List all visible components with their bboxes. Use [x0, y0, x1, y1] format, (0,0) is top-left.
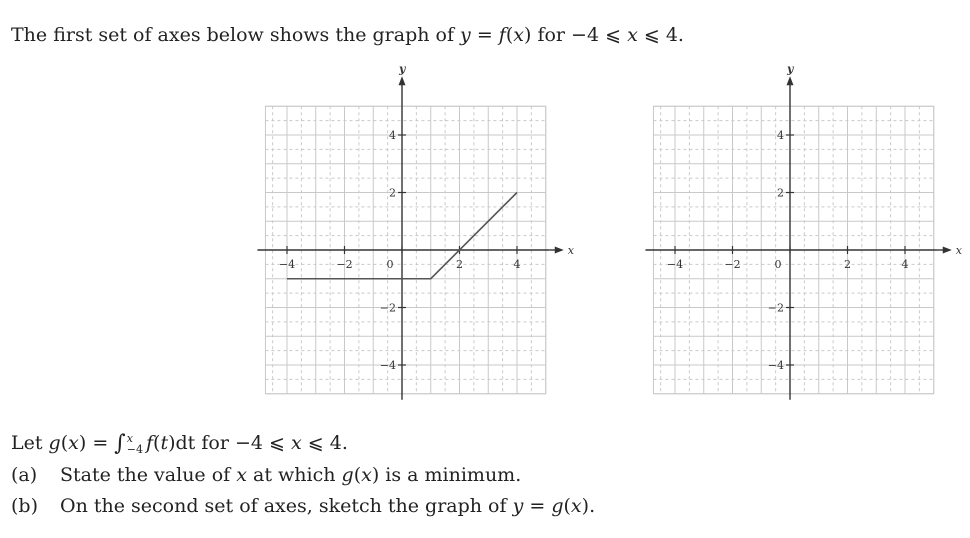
intro-eq: =: [476, 24, 493, 46]
def-let: Let: [11, 432, 43, 454]
question-b: (b) On the second set of axes, sketch the graph of y = g(x).: [11, 495, 596, 517]
def-integral-sign: ∫: [114, 431, 126, 456]
y-tick-label: −4: [379, 359, 396, 372]
question-b-g: g: [551, 495, 564, 517]
intro-for: for: [537, 24, 565, 46]
question-a-text-mid: at which: [253, 464, 336, 486]
intro-x: x: [513, 24, 524, 46]
x-axis-label: x: [955, 244, 962, 257]
question-a-text-before: State the value of: [60, 464, 231, 486]
x-tick-label: −4: [666, 258, 684, 271]
question-a: (a) State the value of x at which g(x) is a minimum.: [11, 464, 522, 486]
question-b-text-after: .: [589, 495, 596, 517]
y-axis-arrow-icon: [787, 76, 794, 85]
graph-f-svg: [252, 62, 574, 406]
def-x: x: [68, 432, 79, 454]
x-tick-label: −4: [278, 258, 296, 271]
y-tick-label: 2: [777, 186, 784, 200]
intro-sentence: [11, 22, 684, 48]
def-leq2: ⩽: [307, 432, 324, 454]
intro-x2: x: [627, 24, 638, 46]
def-eq: =: [92, 432, 109, 454]
x-tick-label: 0: [774, 258, 782, 271]
intro-leq2: ⩽: [643, 24, 660, 46]
x-tick-label: 0: [386, 258, 394, 271]
question-a-x2: x: [361, 464, 372, 486]
def-for: for: [201, 432, 229, 454]
x-tick-label: 2: [844, 258, 851, 271]
def-lower-limit: −4: [126, 443, 143, 456]
x-tick-label: −2: [336, 258, 353, 271]
question-b-y: y: [512, 495, 524, 517]
def-g: g: [48, 432, 61, 454]
y-tick-label: −4: [767, 359, 784, 372]
y-tick-label: −2: [379, 301, 396, 315]
def-limits: [127, 433, 143, 455]
def-upper-limit: x: [126, 432, 133, 445]
question-b-text-before: On the second set of axes, sketch the graph of: [60, 495, 507, 517]
x-tick-label: −2: [724, 258, 741, 271]
x-tick-label: 2: [456, 258, 463, 271]
def-range-left: −4: [234, 432, 263, 454]
y-axis-label: y: [399, 62, 406, 76]
def-t: t: [160, 432, 169, 454]
y-tick-label: 2: [389, 186, 396, 200]
question-a-label: (a): [11, 464, 38, 486]
question-a-g: g: [341, 464, 354, 486]
intro-text: The first set of axes below shows the graph of: [11, 24, 454, 46]
question-a-x: x: [236, 464, 247, 486]
def-range-right: 4.: [329, 432, 348, 454]
question-b-eq: =: [529, 495, 546, 517]
intro-paren-close: ): [523, 24, 532, 46]
y-tick-label: 4: [777, 129, 784, 142]
y-tick-label: −2: [767, 301, 784, 315]
graph-blank-svg: [640, 62, 962, 406]
x-axis-label: x: [567, 244, 574, 257]
graph-f: [252, 62, 574, 406]
intro-f: f: [498, 24, 506, 46]
intro-range-right: 4.: [665, 24, 684, 46]
def-dt: dt: [175, 432, 196, 454]
graph-blank: [640, 62, 962, 406]
definition-line: Let g(x) = ∫ x −4 f(t)dt for −4 ⩽ x ⩽ 4.: [11, 431, 348, 456]
def-f: f: [145, 432, 154, 454]
y-axis-arrow-icon: [399, 76, 406, 85]
y-axis-label: y: [787, 62, 794, 76]
intro-paren-open: (: [505, 24, 514, 46]
question-b-x: x: [570, 495, 582, 517]
intro-leq: ⩽: [605, 24, 622, 46]
question-a-text-after: is a minimum.: [385, 464, 522, 486]
x-tick-label: 4: [513, 258, 521, 271]
def-leq: ⩽: [269, 432, 285, 454]
def-x2: x: [291, 432, 302, 454]
intro-y: y: [460, 24, 471, 46]
question-b-label: (b): [11, 495, 38, 517]
intro-range-left: −4: [571, 24, 600, 46]
x-tick-label: 4: [901, 258, 909, 271]
y-tick-label: 4: [389, 129, 396, 142]
